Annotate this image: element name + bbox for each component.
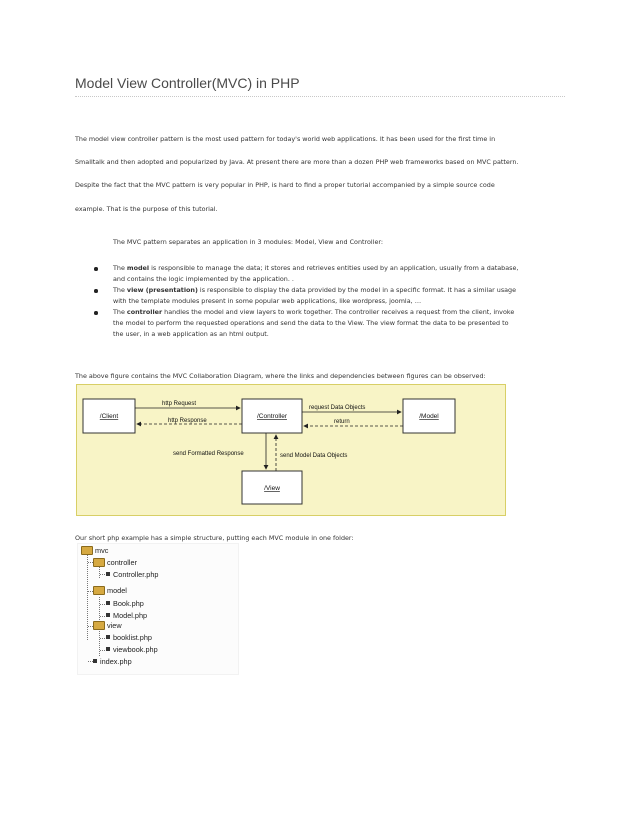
intro-line-1: The model view controller pattern is the most used pattern for today's world web applications. It has been used for the first time in	[75, 135, 496, 143]
http-response-label: http Response	[168, 418, 207, 424]
tree-file-viewbook-php[interactable]: viewbook.php	[106, 644, 158, 655]
mvc-collaboration-diagram	[76, 384, 506, 516]
view-label: /View	[264, 485, 280, 492]
bullet-icon	[94, 267, 98, 271]
file-icon	[106, 572, 110, 576]
model-label: /Model	[419, 413, 439, 420]
file-icon	[106, 635, 110, 639]
http-request-label: http Request	[162, 401, 197, 407]
tree-file-book-php[interactable]: Book.php	[106, 598, 144, 609]
request-data-objects-label: request Data Objects	[309, 405, 366, 411]
figure-caption: The above figure contains the MVC Collaboration Diagram, where the links and dependencies between figures can be observed:	[75, 372, 486, 380]
intro-line-2: Smalltalk and then adopted and popularized by Java. At present there are more than a dozen PHP web frameworks based on MVC pattern.	[75, 158, 519, 166]
bullet-view: The view (presentation) is responsible to display the data provided by the model in a specific format. It has a similar usage with the template modules present in some popular web applications, like wordpress, joomla, …	[90, 285, 570, 307]
tree-file-model-php[interactable]: Model.php	[106, 610, 147, 621]
tree-folder-controller[interactable]: controller	[93, 557, 137, 568]
term-view: view (presentation)	[126, 286, 198, 294]
tree-folder-mvc[interactable]: mvc	[81, 545, 108, 556]
file-icon	[106, 601, 110, 605]
term-controller: controller	[126, 308, 163, 316]
tree-file-controller-php[interactable]: Controller.php	[106, 569, 158, 580]
tree-folder-view[interactable]: view	[93, 620, 122, 631]
file-icon	[93, 659, 97, 663]
term-model: model	[126, 264, 150, 272]
file-icon	[106, 647, 110, 651]
tree-file-index-php[interactable]: index.php	[93, 656, 132, 667]
controller-label: /Controller	[257, 413, 287, 420]
page-title: Model View Controller(MVC) in PHP	[75, 75, 565, 97]
bullet-icon	[94, 289, 98, 293]
structure-caption: Our short php example has a simple structure, putting each MVC module in one folder:	[75, 534, 354, 542]
send-formatted-response-label: send Formatted Response	[173, 451, 244, 457]
tree-folder-model[interactable]: model	[93, 585, 127, 596]
bullet-controller: The controller handles the model and view layers to work together. The controller receives a request from the client, invoke the model to perform the requested operations and send the data to the View. The view format the data to be presented to the user, in a web application as an html output.	[90, 307, 570, 340]
send-model-data-objects-label: send Model Data Objects	[280, 453, 348, 459]
module-bullet-list	[90, 263, 570, 340]
folder-icon	[81, 546, 93, 555]
folder-icon	[93, 558, 105, 567]
folder-tree	[77, 543, 239, 675]
client-label: /Client	[99, 413, 119, 420]
modules-intro: The MVC pattern separates an application in 3 modules: Model, View and Controller:	[113, 238, 384, 246]
return-label: return	[334, 419, 350, 425]
bullet-icon	[94, 311, 98, 315]
bullet-model: The model is responsible to manage the data; it stores and retrieves entities used by an application, usually from a database, and contains the logic implemented by the application. .	[90, 263, 570, 285]
folder-icon	[93, 621, 105, 630]
intro-line-4: example. That is the purpose of this tutorial.	[75, 205, 218, 213]
folder-icon	[93, 586, 105, 595]
file-icon	[106, 613, 110, 617]
tree-file-booklist-php[interactable]: booklist.php	[106, 632, 152, 643]
intro-line-3: Despite the fact that the MVC pattern is very popular in PHP, is hard to find a proper tutorial accompanied by a simple source code	[75, 181, 495, 189]
